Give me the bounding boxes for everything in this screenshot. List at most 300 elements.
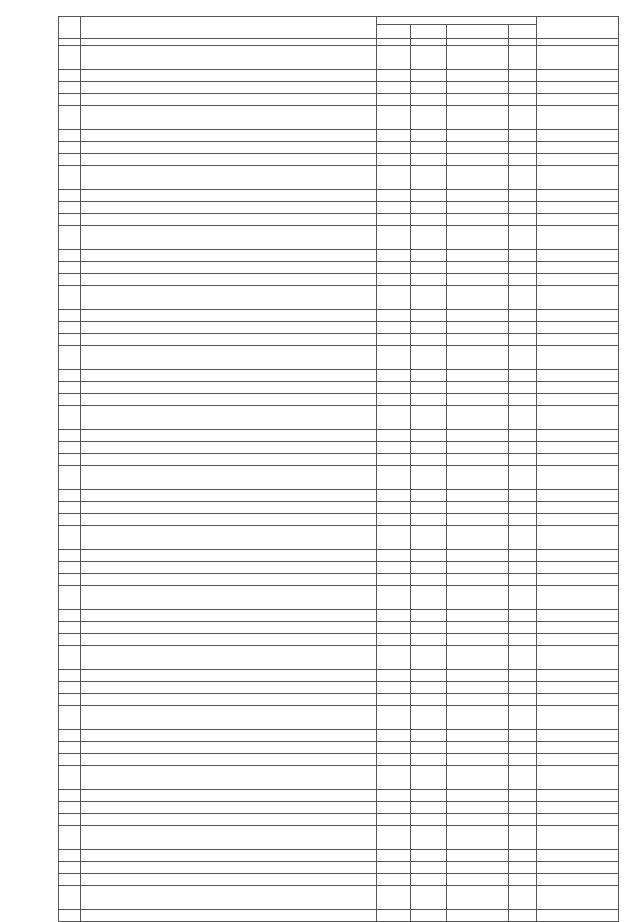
- table-cell: [81, 574, 377, 586]
- column-number-cell: [509, 39, 537, 46]
- table-cell: [377, 646, 411, 670]
- table-cell: [59, 550, 81, 562]
- table-cell: [447, 130, 509, 142]
- table-cell: [447, 646, 509, 670]
- table-cell: [411, 634, 447, 646]
- table-cell: [81, 382, 377, 394]
- table-cell: [509, 610, 537, 622]
- table-cell: [81, 106, 377, 130]
- table-cell: [59, 94, 81, 106]
- table-cell: [59, 130, 81, 142]
- table-row: [59, 874, 619, 886]
- table-cell: [59, 490, 81, 502]
- table-cell: [411, 202, 447, 214]
- table-cell: [509, 370, 537, 382]
- table-cell: [411, 562, 447, 574]
- table-row: [59, 382, 619, 394]
- table-cell: [377, 190, 411, 202]
- table-cell: [509, 730, 537, 742]
- table-cell: [509, 406, 537, 430]
- table-cell: [537, 430, 619, 442]
- table-cell: [447, 790, 509, 802]
- table-cell: [411, 274, 447, 286]
- table-cell: [509, 694, 537, 706]
- table-cell: [411, 862, 447, 874]
- table-cell: [537, 622, 619, 634]
- table-cell: [447, 430, 509, 442]
- table-cell: [447, 742, 509, 754]
- table-cell: [411, 142, 447, 154]
- table-cell: [447, 82, 509, 94]
- table-cell: [411, 370, 447, 382]
- table-row: [59, 250, 619, 262]
- table-cell: [377, 454, 411, 466]
- table-cell: [447, 322, 509, 334]
- table-cell: [81, 94, 377, 106]
- table-row: [59, 526, 619, 550]
- table-cell: [411, 610, 447, 622]
- table-cell: [537, 370, 619, 382]
- table-cell: [537, 226, 619, 250]
- table-cell: [59, 610, 81, 622]
- table-cell: [81, 826, 377, 850]
- column-number-cell: [411, 39, 447, 46]
- table-cell: [377, 70, 411, 82]
- table-cell: [81, 454, 377, 466]
- table-cell: [447, 490, 509, 502]
- table-cell: [411, 886, 447, 910]
- table-cell: [59, 646, 81, 670]
- table-cell: [411, 814, 447, 826]
- table-cell: [411, 802, 447, 814]
- table-row: [59, 46, 619, 70]
- table-row: [59, 334, 619, 346]
- table-cell: [447, 562, 509, 574]
- table-row: [59, 766, 619, 790]
- table-cell: [59, 166, 81, 190]
- table-cell: [447, 610, 509, 622]
- table-row: [59, 670, 619, 682]
- table-cell: [537, 70, 619, 82]
- table-cell: [537, 214, 619, 226]
- table-cell: [509, 562, 537, 574]
- table-cell: [447, 94, 509, 106]
- table-cell: [509, 334, 537, 346]
- table-cell: [411, 154, 447, 166]
- table-cell: [81, 730, 377, 742]
- table-cell: [411, 442, 447, 454]
- table-cell: [59, 502, 81, 514]
- table-cell: [447, 634, 509, 646]
- table-row: [59, 166, 619, 190]
- table-cell: [537, 466, 619, 490]
- table-row: [59, 202, 619, 214]
- table-cell: [509, 766, 537, 790]
- table-cell: [59, 274, 81, 286]
- table-cell: [537, 814, 619, 826]
- table-row: [59, 82, 619, 94]
- table-cell: [377, 562, 411, 574]
- table-cell: [509, 106, 537, 130]
- table-cell: [377, 502, 411, 514]
- table-cell: [411, 322, 447, 334]
- table-cell: [411, 706, 447, 730]
- table-cell: [509, 346, 537, 370]
- table-cell: [537, 850, 619, 862]
- table-cell: [509, 454, 537, 466]
- table-cell: [509, 670, 537, 682]
- table-cell: [81, 442, 377, 454]
- table-cell: [537, 730, 619, 742]
- budget-table: [58, 16, 619, 922]
- table-row: [59, 634, 619, 646]
- table-cell: [509, 634, 537, 646]
- table-row: [59, 910, 619, 922]
- header-cell: [447, 25, 509, 39]
- table-row: [59, 754, 619, 766]
- table-cell: [411, 766, 447, 790]
- table-row: [59, 574, 619, 586]
- table-cell: [509, 70, 537, 82]
- table-cell: [411, 310, 447, 322]
- table-cell: [81, 166, 377, 190]
- table-cell: [59, 790, 81, 802]
- table-cell: [81, 142, 377, 154]
- table-cell: [81, 274, 377, 286]
- table-cell: [447, 826, 509, 850]
- table-cell: [81, 850, 377, 862]
- table-cell: [59, 382, 81, 394]
- table-cell: [59, 70, 81, 82]
- table-cell: [59, 826, 81, 850]
- table-cell: [509, 274, 537, 286]
- table-row: [59, 886, 619, 910]
- table-cell: [509, 430, 537, 442]
- table-cell: [447, 394, 509, 406]
- table-cell: [447, 190, 509, 202]
- table-cell: [411, 574, 447, 586]
- header-cell: [377, 25, 411, 39]
- header-cell: [509, 25, 537, 39]
- table-cell: [81, 322, 377, 334]
- table-cell: [411, 514, 447, 526]
- table-cell: [447, 154, 509, 166]
- header-cell: [411, 25, 447, 39]
- table-row: [59, 262, 619, 274]
- table-cell: [509, 862, 537, 874]
- table-row: [59, 154, 619, 166]
- table-cell: [81, 130, 377, 142]
- table-cell: [377, 526, 411, 550]
- table-row: [59, 394, 619, 406]
- table-cell: [59, 406, 81, 430]
- table-cell: [509, 226, 537, 250]
- table-cell: [537, 166, 619, 190]
- table-cell: [447, 694, 509, 706]
- table-row: [59, 850, 619, 862]
- table-cell: [537, 142, 619, 154]
- table-cell: [81, 226, 377, 250]
- table-cell: [59, 154, 81, 166]
- table-cell: [411, 70, 447, 82]
- table-cell: [377, 670, 411, 682]
- table-cell: [537, 754, 619, 766]
- table-cell: [81, 346, 377, 370]
- table-cell: [537, 454, 619, 466]
- table-cell: [377, 634, 411, 646]
- table-cell: [59, 526, 81, 550]
- table-cell: [377, 850, 411, 862]
- table-cell: [411, 874, 447, 886]
- table-cell: [377, 430, 411, 442]
- table-row: [59, 466, 619, 490]
- table-cell: [537, 790, 619, 802]
- table-cell: [59, 430, 81, 442]
- table-cell: [509, 190, 537, 202]
- table-cell: [411, 646, 447, 670]
- table-row: [59, 802, 619, 814]
- table-cell: [411, 106, 447, 130]
- table-cell: [81, 586, 377, 610]
- table-cell: [81, 814, 377, 826]
- table-row: [59, 562, 619, 574]
- table-cell: [59, 310, 81, 322]
- table-row: [59, 742, 619, 754]
- table-cell: [537, 82, 619, 94]
- table-cell: [537, 490, 619, 502]
- table-cell: [509, 130, 537, 142]
- table-cell: [411, 262, 447, 274]
- table-cell: [81, 562, 377, 574]
- table-cell: [509, 94, 537, 106]
- table-cell: [81, 706, 377, 730]
- table-cell: [447, 622, 509, 634]
- table-cell: [537, 94, 619, 106]
- table-cell: [447, 514, 509, 526]
- table-cell: [59, 874, 81, 886]
- table-row: [59, 826, 619, 850]
- table-cell: [59, 862, 81, 874]
- table-row: [59, 214, 619, 226]
- table-cell: [509, 886, 537, 910]
- table-cell: [59, 634, 81, 646]
- table-cell: [377, 586, 411, 610]
- table-cell: [537, 526, 619, 550]
- table-cell: [411, 754, 447, 766]
- table-cell: [59, 250, 81, 262]
- table-cell: [411, 94, 447, 106]
- table-cell: [537, 250, 619, 262]
- table-cell: [377, 466, 411, 490]
- table-row: [59, 550, 619, 562]
- table-cell: [81, 82, 377, 94]
- table-cell: [447, 370, 509, 382]
- table-cell: [81, 634, 377, 646]
- table-cell: [537, 550, 619, 562]
- table-cell: [59, 346, 81, 370]
- table-cell: [377, 214, 411, 226]
- table-cell: [447, 574, 509, 586]
- table-cell: [81, 502, 377, 514]
- table-cell: [411, 682, 447, 694]
- table-cell: [509, 166, 537, 190]
- table-cell: [509, 526, 537, 550]
- table-cell: [447, 286, 509, 310]
- table-row: [59, 442, 619, 454]
- table-cell: [81, 610, 377, 622]
- column-number-row: [59, 39, 619, 46]
- table-cell: [411, 526, 447, 550]
- table-cell: [411, 130, 447, 142]
- table-cell: [377, 442, 411, 454]
- column-number-cell: [537, 39, 619, 46]
- table-cell: [447, 274, 509, 286]
- table-row: [59, 610, 619, 622]
- table-cell: [59, 814, 81, 826]
- table-cell: [447, 526, 509, 550]
- table-cell: [447, 454, 509, 466]
- table-cell: [537, 862, 619, 874]
- table-cell: [81, 154, 377, 166]
- table-cell: [377, 106, 411, 130]
- table-cell: [447, 862, 509, 874]
- table-row: [59, 346, 619, 370]
- table-cell: [537, 406, 619, 430]
- table-cell: [377, 286, 411, 310]
- table-cell: [447, 814, 509, 826]
- header-cell: [537, 17, 619, 39]
- table-cell: [377, 382, 411, 394]
- table-cell: [81, 910, 377, 922]
- table-cell: [81, 670, 377, 682]
- table-cell: [509, 466, 537, 490]
- table-cell: [411, 190, 447, 202]
- table-cell: [509, 154, 537, 166]
- table-cell: [59, 802, 81, 814]
- table-cell: [411, 250, 447, 262]
- table-cell: [447, 550, 509, 562]
- table-cell: [447, 466, 509, 490]
- table-cell: [537, 286, 619, 310]
- table-cell: [509, 286, 537, 310]
- table-cell: [377, 706, 411, 730]
- column-number-cell: [447, 39, 509, 46]
- table-cell: [59, 334, 81, 346]
- table-cell: [81, 262, 377, 274]
- table-cell: [411, 850, 447, 862]
- table-cell: [377, 394, 411, 406]
- table-cell: [447, 442, 509, 454]
- table-cell: [447, 250, 509, 262]
- table-cell: [377, 610, 411, 622]
- table-cell: [537, 670, 619, 682]
- table-cell: [59, 202, 81, 214]
- table-cell: [377, 322, 411, 334]
- table-cell: [59, 730, 81, 742]
- table-cell: [411, 46, 447, 70]
- table-cell: [377, 154, 411, 166]
- table-row: [59, 370, 619, 382]
- table-cell: [81, 190, 377, 202]
- table-cell: [537, 742, 619, 754]
- table-cell: [411, 166, 447, 190]
- table-row: [59, 514, 619, 526]
- table-cell: [509, 826, 537, 850]
- table-cell: [81, 862, 377, 874]
- table-cell: [447, 502, 509, 514]
- table-cell: [509, 742, 537, 754]
- table-cell: [377, 862, 411, 874]
- table-cell: [59, 742, 81, 754]
- table-cell: [537, 586, 619, 610]
- table-cell: [59, 394, 81, 406]
- table-cell: [537, 634, 619, 646]
- table-cell: [537, 514, 619, 526]
- table-row: [59, 694, 619, 706]
- table-cell: [509, 82, 537, 94]
- table-row: [59, 106, 619, 130]
- table-cell: [377, 790, 411, 802]
- table-cell: [411, 670, 447, 682]
- table-cell: [81, 622, 377, 634]
- table-cell: [447, 202, 509, 214]
- table-cell: [81, 214, 377, 226]
- table-cell: [509, 622, 537, 634]
- table-cell: [537, 310, 619, 322]
- table-cell: [509, 574, 537, 586]
- table-cell: [537, 274, 619, 286]
- table-cell: [377, 346, 411, 370]
- column-number-cell: [377, 39, 411, 46]
- budget-page: [58, 16, 618, 922]
- table-cell: [411, 694, 447, 706]
- table-cell: [59, 850, 81, 862]
- table-cell: [447, 886, 509, 910]
- table-cell: [81, 46, 377, 70]
- table-cell: [509, 310, 537, 322]
- table-cell: [59, 226, 81, 250]
- table-cell: [81, 490, 377, 502]
- table-row: [59, 322, 619, 334]
- table-row: [59, 226, 619, 250]
- table-cell: [377, 490, 411, 502]
- table-cell: [447, 226, 509, 250]
- table-cell: [59, 622, 81, 634]
- table-cell: [81, 310, 377, 322]
- table-cell: [81, 694, 377, 706]
- table-cell: [59, 754, 81, 766]
- table-cell: [509, 394, 537, 406]
- table-cell: [447, 670, 509, 682]
- table-cell: [377, 682, 411, 694]
- table-cell: [447, 874, 509, 886]
- table-cell: [377, 694, 411, 706]
- table-cell: [509, 550, 537, 562]
- table-cell: [509, 910, 537, 922]
- table-cell: [377, 802, 411, 814]
- table-row: [59, 94, 619, 106]
- table-cell: [509, 646, 537, 670]
- table-cell: [537, 766, 619, 790]
- table-cell: [411, 430, 447, 442]
- table-cell: [509, 514, 537, 526]
- table-row: [59, 406, 619, 430]
- table-cell: [447, 166, 509, 190]
- table-cell: [447, 730, 509, 742]
- table-row: [59, 814, 619, 826]
- table-cell: [377, 622, 411, 634]
- table-cell: [59, 190, 81, 202]
